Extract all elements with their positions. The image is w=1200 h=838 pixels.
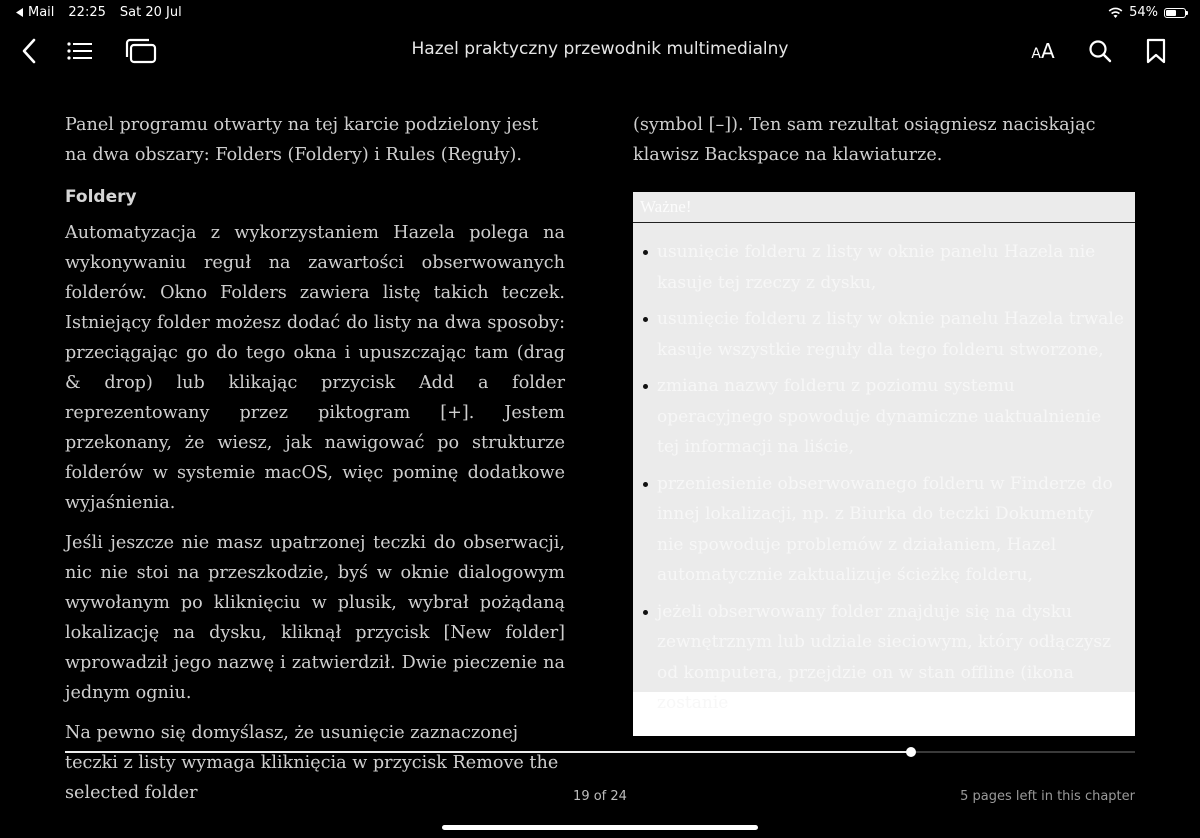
text-size-button[interactable]	[1026, 34, 1060, 68]
list-icon	[67, 41, 93, 61]
left-paragraph-2: Automatyzacja z wykorzystaniem Hazela polega na wykonywaniu reguł na zawartości obserwowanych folderów. Okno Folders zawiera listę takich teczek. Istniejący folder możesz dodać do listy na dwa sposoby: przeciągając go do tego okna i upuszczając tam (drag & drop) lub klikając przycisk Add a folder reprezentowany przez piktogram [+]. Jestem przekonany, że wiesz, jak nawigować po strukturze folderów w systemie macOS, więc pominę dodatkowe wyjaśnienia.	[65, 223, 565, 513]
status-time: 22:25	[68, 5, 106, 20]
important-note-title: Ważne!	[633, 192, 1135, 223]
back-to-app-link[interactable]	[16, 5, 54, 20]
battery-percent: 54%	[1129, 5, 1158, 20]
list-item	[657, 304, 1125, 365]
left-paragraph-4: Na pewno się domyślasz, że usunięcie zaznaczonej teczki z listy wymaga kliknięcia w przycisk Remove the selected folder	[65, 723, 559, 803]
reader-toolbar	[0, 28, 1200, 72]
search-icon	[1088, 39, 1112, 63]
scrubber-handle[interactable]	[906, 747, 916, 757]
list-item-text: przeniesienie obserwowanego folderu w Finderze do innej lokalizacji, np. z Biurka do teczki Dokumenty nie spowoduje problemów z działaniem, Hazel automatycznie zaktualizuje ścieżkę folderu,	[657, 473, 1113, 585]
section-heading: Foldery	[65, 187, 137, 207]
important-note-content	[633, 192, 1135, 713]
important-note-list	[633, 223, 1135, 719]
list-item-text: zmiana nazwy folderu z poziomu systemu operacyjnego spowoduje dynamiczne uaktualnienie tej informacji na liście,	[657, 376, 1102, 457]
text-size-small-a: A	[1031, 46, 1041, 62]
bullet-icon	[643, 317, 648, 322]
bullet-icon	[643, 610, 648, 615]
left-paragraph-3: Jeśli jeszcze nie masz upatrzonej teczki do obserwacji, nic nie stoi na przeszkodzie, byś w oknie dialogowym wywołanym po kliknięciu w plusik, wybrał pożądaną lokalizację na dysku, kliknął przycisk [New folder] wprowadził jego nazwę i zatwierdził. Dwie pieczenie na jednym ogniu.	[65, 533, 565, 703]
bullet-icon	[643, 250, 648, 255]
progress-fill	[65, 751, 911, 753]
right-paragraph-1: (symbol [–]). Ten sam rezultat osiągniesz naciskając klawisz Backspace na klawiaturze.	[633, 115, 1096, 165]
back-app-label: Mail	[28, 5, 55, 20]
pages-icon	[125, 38, 157, 64]
important-note-box	[633, 192, 1135, 736]
reading-progress-scrubber[interactable]	[65, 751, 1135, 753]
list-item	[657, 597, 1125, 719]
left-paragraph-1: Panel programu otwarty na tej karcie podzielony jest na dwa obszary: Folders (Foldery) i Rules (Reguły).	[65, 115, 539, 165]
battery-icon	[1164, 8, 1186, 18]
bullet-icon	[643, 384, 648, 389]
book-title: Hazel praktyczny przewodnik multimedialny	[411, 39, 789, 59]
back-button[interactable]	[12, 34, 46, 68]
status-bar	[0, 0, 1200, 26]
page-number: 19 of 24	[573, 789, 627, 804]
list-item-text: jeżeli obserwowany folder znajduje się na dysku zewnętrznym lub udziale sieciowym, który odłączysz od komputera, przejdzie on w stan offline (ikona zostanie	[657, 601, 1112, 713]
list-item	[657, 237, 1125, 298]
right-page	[633, 110, 1135, 180]
list-item-text: usunięcie folderu z listy w oknie panelu Hazela nie kasuje tej rzeczy z dysku,	[657, 242, 1096, 293]
search-button[interactable]	[1083, 34, 1117, 68]
bookmark-icon	[1146, 38, 1166, 64]
battery-fill	[1166, 10, 1176, 16]
bookmark-button[interactable]	[1139, 34, 1173, 68]
text-size-icon	[1031, 39, 1054, 63]
bullet-icon	[643, 482, 648, 487]
home-indicator[interactable]	[442, 825, 758, 830]
wifi-icon	[1108, 7, 1123, 18]
chevron-left-icon	[21, 38, 37, 64]
left-page	[65, 110, 565, 818]
status-date: Sat 20 Jul	[119, 5, 182, 20]
table-of-contents-button[interactable]	[63, 34, 97, 68]
pages-left-in-chapter: 5 pages left in this chapter	[960, 789, 1135, 804]
list-item-text: usunięcie folderu z listy w oknie panelu Hazela trwale kasuje wszystkie reguły dla tego folderu stworzone,	[657, 309, 1124, 360]
list-item	[657, 469, 1125, 591]
back-triangle-icon	[16, 8, 24, 17]
page-navigator-button[interactable]	[124, 34, 158, 68]
list-item	[657, 371, 1125, 463]
text-size-big-a: A	[1040, 39, 1055, 63]
